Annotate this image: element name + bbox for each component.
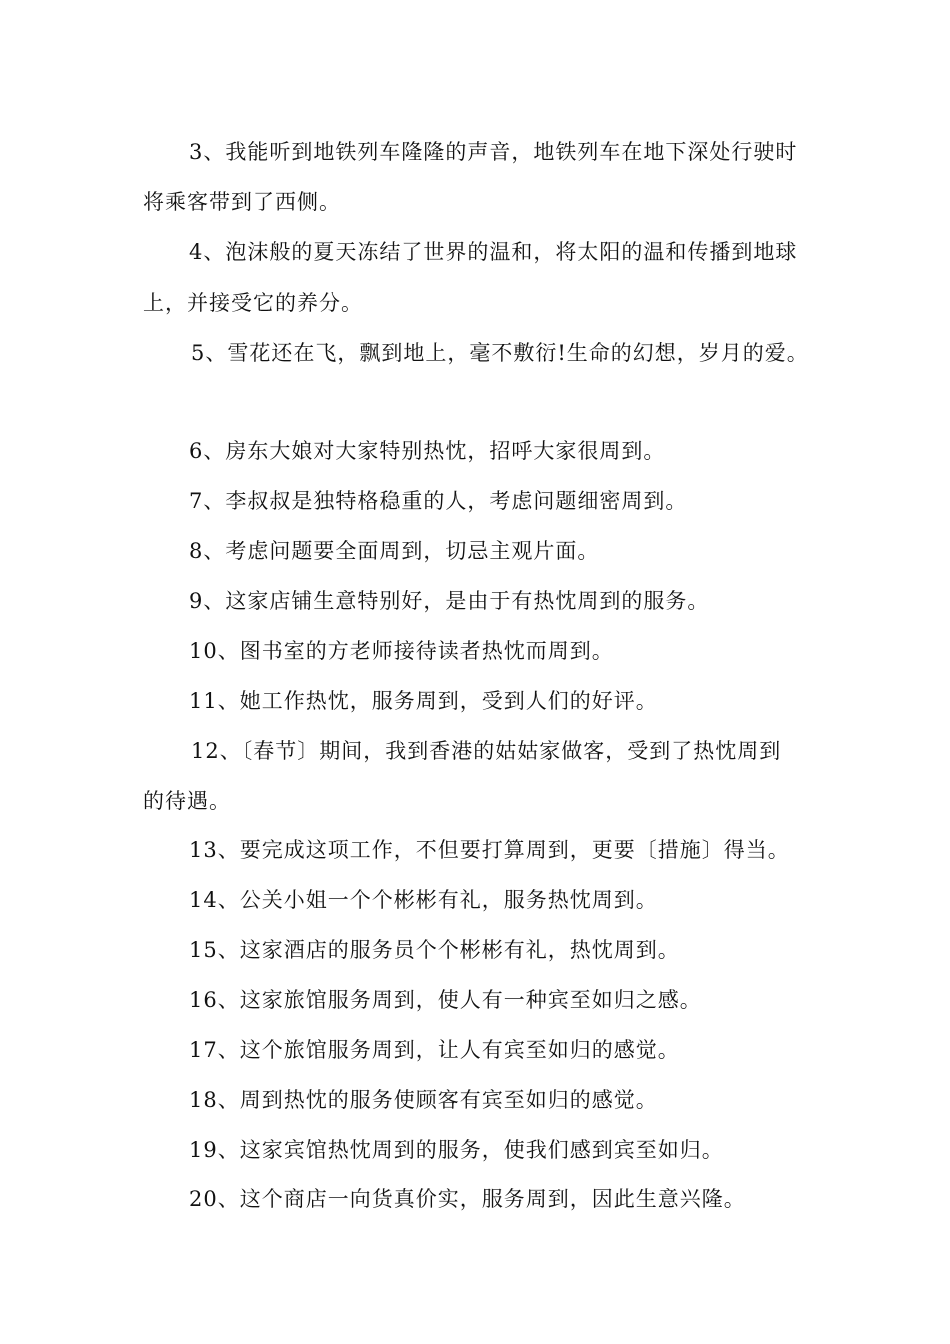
text-line: 将乘客带到了西侧。 bbox=[143, 190, 341, 214]
text-line: 14、公关小姐一个个彬彬有礼，服务热忱周到。 bbox=[189, 888, 658, 912]
text-line: 19、这家宾馆热忱周到的服务，使我们感到宾至如归。 bbox=[189, 1138, 724, 1162]
text-line: 8、考虑问题要全面周到，切忌主观片面。 bbox=[189, 539, 600, 563]
text-line: 12、〔春节〕期间，我到香港的姑姑家做客，受到了热忱周到 bbox=[191, 739, 782, 763]
text-line: 的待遇。 bbox=[143, 789, 231, 813]
text-line: 4、泡沫般的夏天冻结了世界的温和，将太阳的温和传播到地球 bbox=[189, 240, 798, 264]
text-line: 7、李叔叔是独特格稳重的人，考虑问题细密周到。 bbox=[189, 489, 688, 513]
text-line: 13、要完成这项工作，不但要打算周到，更要〔措施〕得当。 bbox=[189, 838, 790, 862]
text-line: 9、这家店铺生意特别好，是由于有热忱周到的服务。 bbox=[189, 589, 710, 613]
text-line: 15、这家酒店的服务员个个彬彬有礼，热忱周到。 bbox=[189, 938, 680, 962]
text-line: 6、房东大娘对大家特别热忱，招呼大家很周到。 bbox=[189, 439, 666, 463]
text-line: 10、图书室的方老师接待读者热忱而周到。 bbox=[189, 639, 614, 663]
text-line: 3、我能听到地铁列车隆隆的声音，地铁列车在地下深处行驶时 bbox=[189, 140, 798, 164]
text-line: 20、这个商店一向货真价实，服务周到，因此生意兴隆。 bbox=[189, 1187, 746, 1211]
text-line: 16、这家旅馆服务周到，使人有一种宾至如归之感。 bbox=[189, 988, 702, 1012]
text-line: 18、周到热忱的服务使顾客有宾至如归的感觉。 bbox=[189, 1088, 658, 1112]
text-line: 5、雪花还在飞，飘到地上，毫不敷衍!生命的幻想，岁月的爱。 bbox=[191, 341, 809, 365]
text-line: 11、她工作热忱，服务周到，受到人们的好评。 bbox=[189, 689, 658, 713]
text-line: 上，并接受它的养分。 bbox=[143, 291, 363, 315]
text-line: 17、这个旅馆服务周到，让人有宾至如归的感觉。 bbox=[189, 1038, 680, 1062]
